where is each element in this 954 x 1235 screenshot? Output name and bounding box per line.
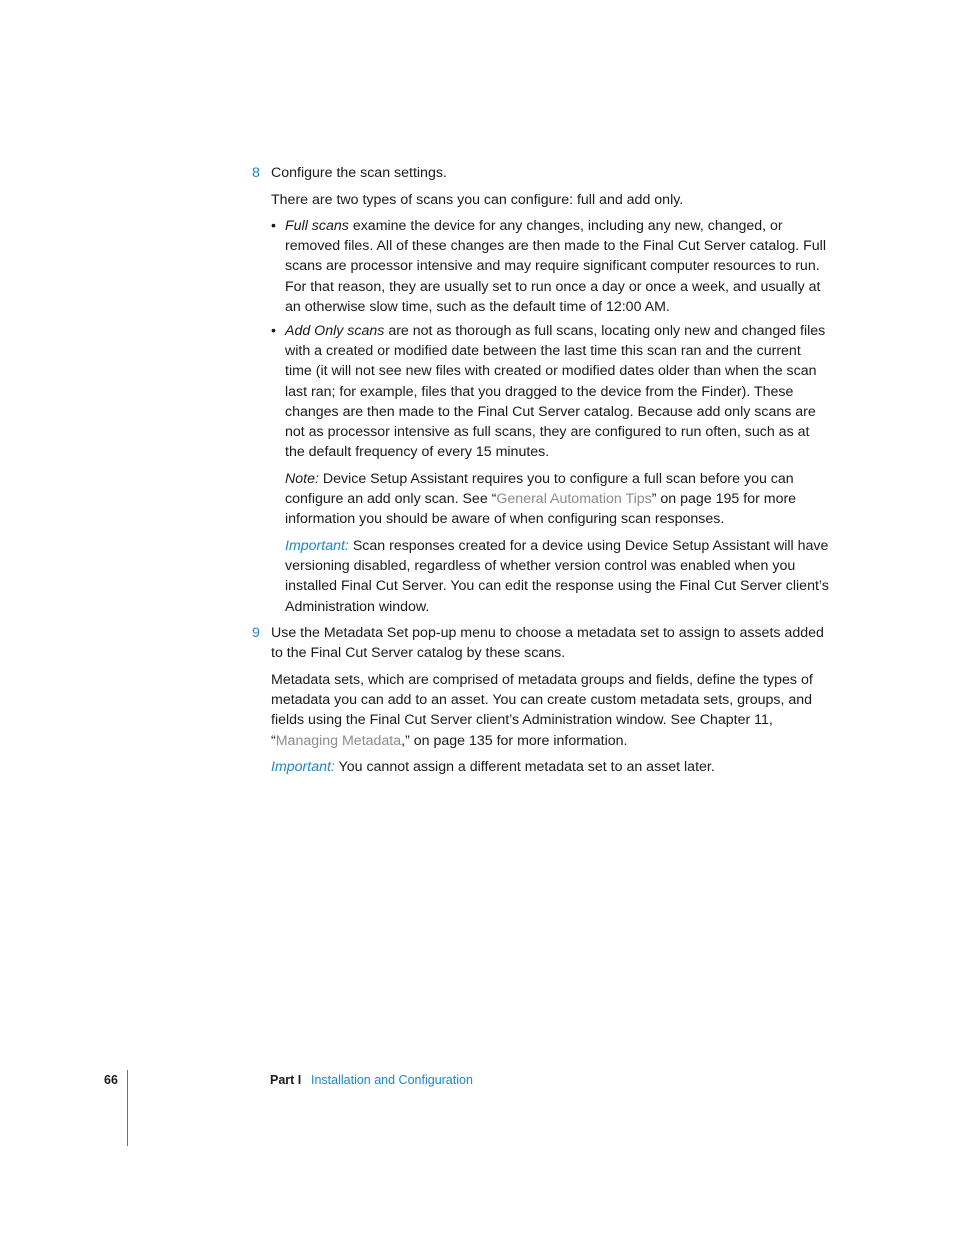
scan-types-intro: There are two types of scans you can configure: full and add only.	[271, 192, 684, 208]
bullet-add-only-scans	[285, 321, 830, 462]
link-managing-metadata[interactable]: Managing Metadata	[275, 732, 402, 749]
bullet-text: examine the device for any changes, including any new, changed, or removed files. All of these changes are then made to the Final Cut Server catalog. Full scans are processor intensive and may require significant computer resources to run. For that reason, they are usually set to run once a day or once a week, and usually at an otherwise slow time, such as the default time of 12:00 AM.	[285, 218, 826, 315]
metadata-sets-paragraph	[271, 670, 831, 751]
body-text: ,” on page 135 for more information.	[401, 732, 628, 749]
step-text: Use the Metadata Set pop-up menu to choose a metadata set to assign to assets added to the Final Cut Server catalog by these scans.	[271, 625, 824, 662]
note-text: ” on page 195 for more information you should be aware of when configuring scan responses.	[285, 491, 797, 528]
note-paragraph	[285, 469, 830, 530]
step-text: Configure the scan settings.	[271, 165, 447, 181]
bullet-term: Add Only scans	[285, 323, 385, 339]
note-text: Device Setup Assistant requires you to configure a full scan before you can configure an add only scan. See “	[285, 471, 794, 508]
note-label: Note:	[285, 471, 319, 487]
important-text: You cannot assign a different metadata set to an asset later.	[334, 759, 715, 775]
step-number: 8	[252, 165, 260, 181]
link-general-automation-tips[interactable]: General Automation Tips	[496, 491, 652, 508]
footer-part: Part I	[270, 1073, 302, 1087]
page-number: 66	[104, 1073, 118, 1087]
important-paragraph	[285, 536, 830, 617]
bullet-text: are not as thorough as full scans, locating only new and changed files with a created or modified date between the last time this scan ran and the current time (it will not see new files with created or modified dates older than when the scan last ran; for example, files that you dragged to the device from the Finder). These changes are then made to the Final Cut Server catalog. Because add only scans are not as processor intensive as full scans, they are configured to run often, such as at the default frequency of every 15 minutes.	[285, 323, 826, 461]
bullet-marker: •	[271, 323, 276, 339]
important-label: Important:	[285, 538, 349, 554]
important-text: Scan responses created for a device using Device Setup Assistant will have versioning disabled, regardless of whether version control was enabled when you installed Final Cut Server. You can edit the response using the Final Cut Server client’s Administration window.	[285, 538, 829, 615]
important-label: Important:	[271, 759, 335, 775]
body-text: Metadata sets, which are comprised of metadata groups and fields, define the types of metadata you can add to an asset. You can create custom metadata sets, groups, and fields using the Final Cut Server client’s Administration window. See Chapter 11, “	[271, 672, 813, 749]
footer-chapter-title: Installation and Configuration	[311, 1073, 473, 1087]
bullet-full-scans	[285, 216, 830, 317]
bullet-marker: •	[271, 218, 276, 234]
important-paragraph	[271, 757, 831, 777]
step-number: 9	[252, 625, 260, 641]
footer-divider	[127, 1070, 128, 1146]
bullet-term: Full scans	[285, 218, 349, 234]
